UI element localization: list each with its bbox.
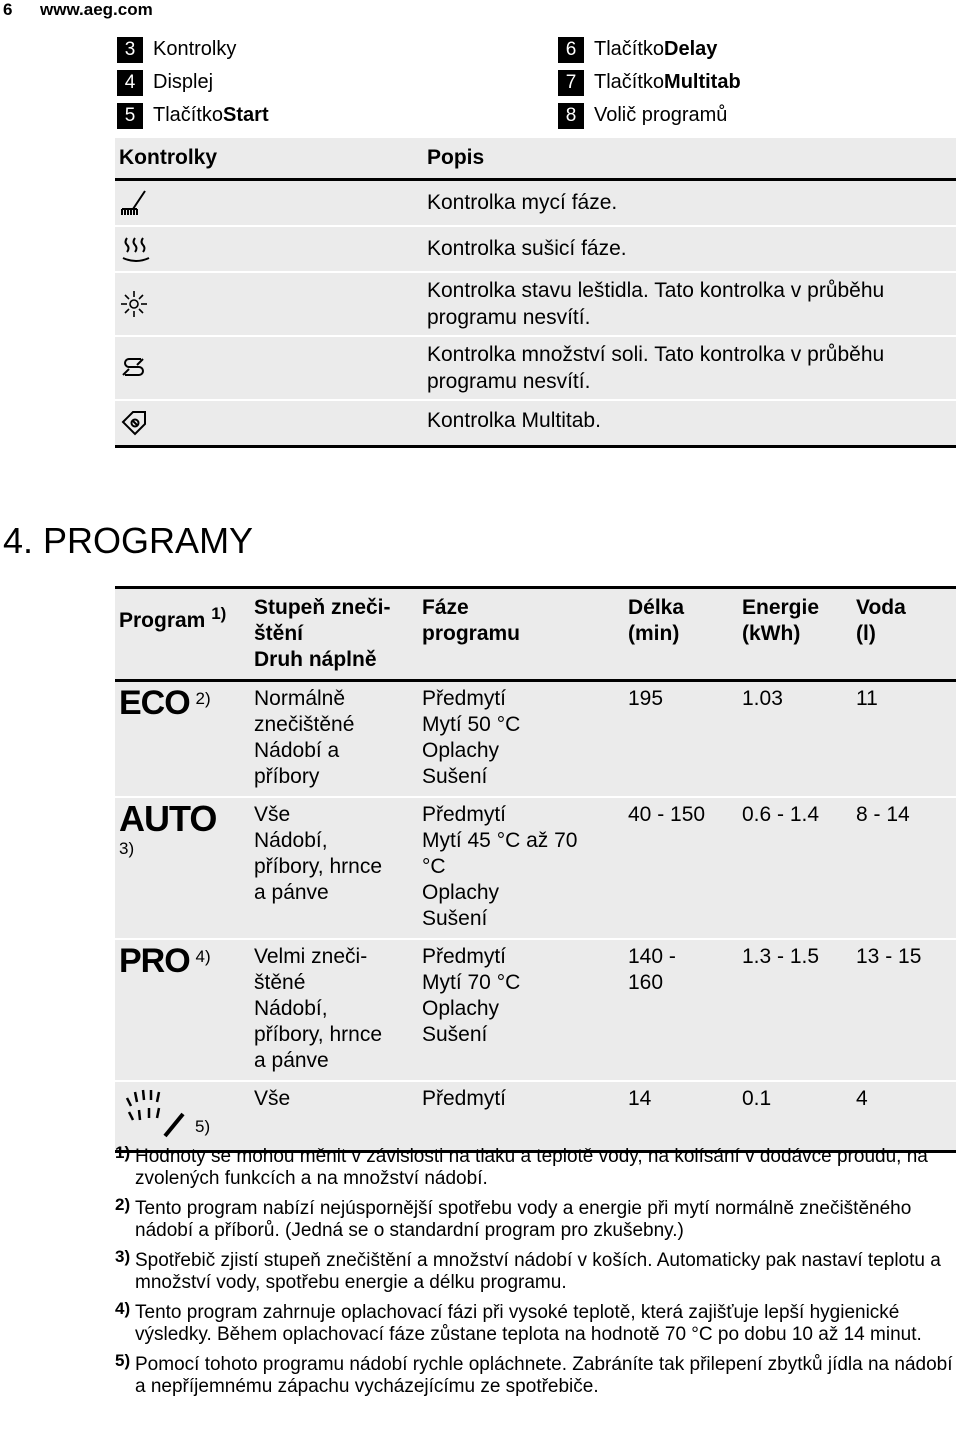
legend-bold: Multitab bbox=[664, 71, 741, 93]
legend-right bbox=[558, 33, 741, 132]
footnote bbox=[115, 1247, 955, 1294]
page-number: 6 bbox=[3, 0, 13, 19]
footnote-text: Tento program nabízí nejúspornější spotřebu vody a energie při mytí normálně znečištěného nádobí a příborů. (Jedná se o standardní program pro zkušebny.) bbox=[135, 1198, 912, 1241]
energy-cell: 0.1 bbox=[742, 1087, 772, 1110]
footnote-text: Pomocí tohoto programu nádobí rychle opláchnete. Zabráníte tak přilepení zbytků jídla na nádobí a nepříjemnému zápachu vycházejícímu ze spotřebiče. bbox=[135, 1354, 953, 1397]
indicator-description: Kontrolka sušicí fáze. bbox=[427, 237, 627, 260]
duration-cell: 195 bbox=[628, 687, 664, 710]
legend-number: 8 bbox=[558, 103, 584, 129]
footnote-number: 3) bbox=[115, 1247, 131, 1266]
footnote bbox=[115, 1299, 955, 1346]
legend-text: Tlačítko bbox=[594, 38, 665, 60]
salt-icon bbox=[115, 337, 427, 399]
table-row bbox=[115, 227, 956, 273]
footnote-number: 2) bbox=[115, 1195, 131, 1214]
energy-cell: 1.03 bbox=[742, 687, 783, 710]
table-row bbox=[115, 337, 956, 401]
legend-text: Volič programů bbox=[594, 104, 728, 126]
table-row bbox=[115, 273, 956, 337]
program-row-rinse bbox=[115, 1082, 956, 1153]
legend-item bbox=[558, 66, 741, 99]
legend-left bbox=[117, 33, 269, 132]
water-cell: 4 bbox=[856, 1087, 868, 1110]
indicators-table bbox=[115, 138, 956, 448]
program-cell: 5) bbox=[115, 1086, 249, 1144]
legend-number: 7 bbox=[558, 70, 584, 96]
legend-bold: Start bbox=[223, 104, 269, 126]
legend-text: Displej bbox=[153, 71, 214, 93]
soil-cell: Velmi zneči- štěné Nádobí, příbory, hrnce a pánve bbox=[254, 945, 382, 1072]
section-number: 4. bbox=[3, 520, 34, 561]
quick-rinse-icon bbox=[119, 1086, 195, 1142]
water-cell: 8 - 14 bbox=[856, 803, 910, 826]
eco-logo: ECO bbox=[119, 684, 190, 722]
drying-phase-icon bbox=[115, 227, 427, 271]
indicator-description: Kontrolka stavu leštidla. Tato kontrolka v průběhu programu nesvítí. bbox=[427, 279, 885, 329]
footnotes bbox=[115, 1143, 955, 1406]
energy-cell: 0.6 - 1.4 bbox=[742, 803, 820, 826]
col-header-energy: Energie (kWh) bbox=[742, 596, 820, 645]
auto-logo: AUTO bbox=[119, 798, 217, 839]
table-row bbox=[115, 401, 956, 448]
legend-text: Tlačítko bbox=[153, 104, 224, 126]
col-header-soil: Stupeň zneči- štění Druh náplně bbox=[254, 596, 391, 671]
indicator-description: Kontrolka množství soli. Tato kontrolka v průběhu programu nesvítí. bbox=[427, 343, 885, 393]
indicator-description: Kontrolka Multitab. bbox=[427, 409, 601, 432]
section-title bbox=[3, 520, 253, 562]
wash-phase-icon bbox=[115, 181, 427, 225]
legend-text: Kontrolky bbox=[153, 38, 237, 60]
program-row-pro bbox=[115, 940, 956, 1082]
legend-item bbox=[117, 99, 269, 132]
section-name: PROGRAMY bbox=[43, 520, 254, 561]
program-row-eco bbox=[115, 682, 956, 798]
col-header-indicators: Kontrolky bbox=[119, 146, 218, 169]
energy-cell: 1.3 - 1.5 bbox=[742, 945, 820, 968]
legend-number: 5 bbox=[117, 103, 143, 129]
duration-cell: 140 - 160 bbox=[628, 945, 676, 994]
col-header-program: Program $^{1)}$ bbox=[119, 604, 227, 632]
legend-number: 3 bbox=[117, 37, 143, 63]
footnote bbox=[115, 1143, 955, 1190]
col-header-water: Voda (l) bbox=[856, 596, 906, 645]
water-cell: 11 bbox=[856, 687, 878, 710]
phases-cell: Předmytí Mytí 50 °C Oplachy Sušení bbox=[422, 687, 521, 788]
program-cell: AUTO 3) bbox=[115, 802, 249, 932]
site-url: www.aeg.com bbox=[40, 0, 153, 19]
duration-cell: 14 bbox=[628, 1087, 652, 1110]
soil-cell: Normálně znečištěné Nádobí a příbory bbox=[254, 687, 355, 788]
program-row-auto bbox=[115, 798, 956, 940]
footnote-number: 5) bbox=[115, 1351, 131, 1370]
footnote-text: Tento program zahrnuje oplachovací fázi při vysoké teplotě, která zajišťuje lepší hygienické výsledky. Během oplachovací fáze zůstane teplota na hodnotě 70 °C po dobu 10 až 14 minut. bbox=[135, 1302, 922, 1345]
multitab-icon bbox=[115, 401, 427, 445]
footnote-text: Hodnoty se mohou měnit v závislosti na tlaku a teplotě vody, na kolísání v dodávce proudu, na zvolených funkcích a na množství nádobí. bbox=[135, 1146, 928, 1189]
indicator-description: Kontrolka mycí fáze. bbox=[427, 191, 618, 214]
indicators-header bbox=[115, 138, 956, 181]
duration-cell: 40 - 150 bbox=[628, 803, 706, 826]
col-header-description: Popis bbox=[427, 146, 485, 169]
footnote-text: Spotřebič zjistí stupeň znečištění a množství nádobí v koších. Automaticky pak nastaví teplotu a množství vody, spotřebu energie a délku programu. bbox=[135, 1250, 941, 1293]
program-cell: PRO $^{4)}$ bbox=[119, 942, 211, 980]
legend-item bbox=[117, 33, 269, 66]
phases-cell: Předmytí Mytí 45 °C až 70 °C Oplachy Sušení bbox=[422, 803, 578, 930]
legend-number: 4 bbox=[117, 70, 143, 96]
pro-logo: PRO bbox=[119, 942, 190, 980]
col-header-phases: Fáze programu bbox=[422, 596, 521, 645]
programs-header bbox=[115, 586, 956, 682]
legend-item bbox=[117, 66, 269, 99]
footnote bbox=[115, 1351, 955, 1398]
phases-cell: Předmytí bbox=[422, 1087, 507, 1110]
legend-item bbox=[558, 99, 741, 132]
footnote-number: 4) bbox=[115, 1299, 131, 1318]
water-cell: 13 - 15 bbox=[856, 945, 922, 968]
legend-text: Tlačítko bbox=[594, 71, 665, 93]
rinse-aid-icon bbox=[115, 273, 427, 335]
legend-bold: Delay bbox=[664, 38, 718, 60]
soil-cell: Vše Nádobí, příbory, hrnce a pánve bbox=[254, 803, 382, 904]
col-header-duration: Délka (min) bbox=[628, 596, 685, 645]
legend-item bbox=[558, 33, 741, 66]
legend-number: 6 bbox=[558, 37, 584, 63]
table-row bbox=[115, 181, 956, 227]
footnote-number: 1) bbox=[115, 1143, 131, 1162]
program-cell: ECO $^{2)}$ bbox=[119, 684, 211, 722]
soil-cell: Vše bbox=[254, 1087, 291, 1110]
phases-cell: Předmytí Mytí 70 °C Oplachy Sušení bbox=[422, 945, 521, 1046]
programs-table bbox=[115, 586, 956, 1153]
footnote bbox=[115, 1195, 955, 1242]
